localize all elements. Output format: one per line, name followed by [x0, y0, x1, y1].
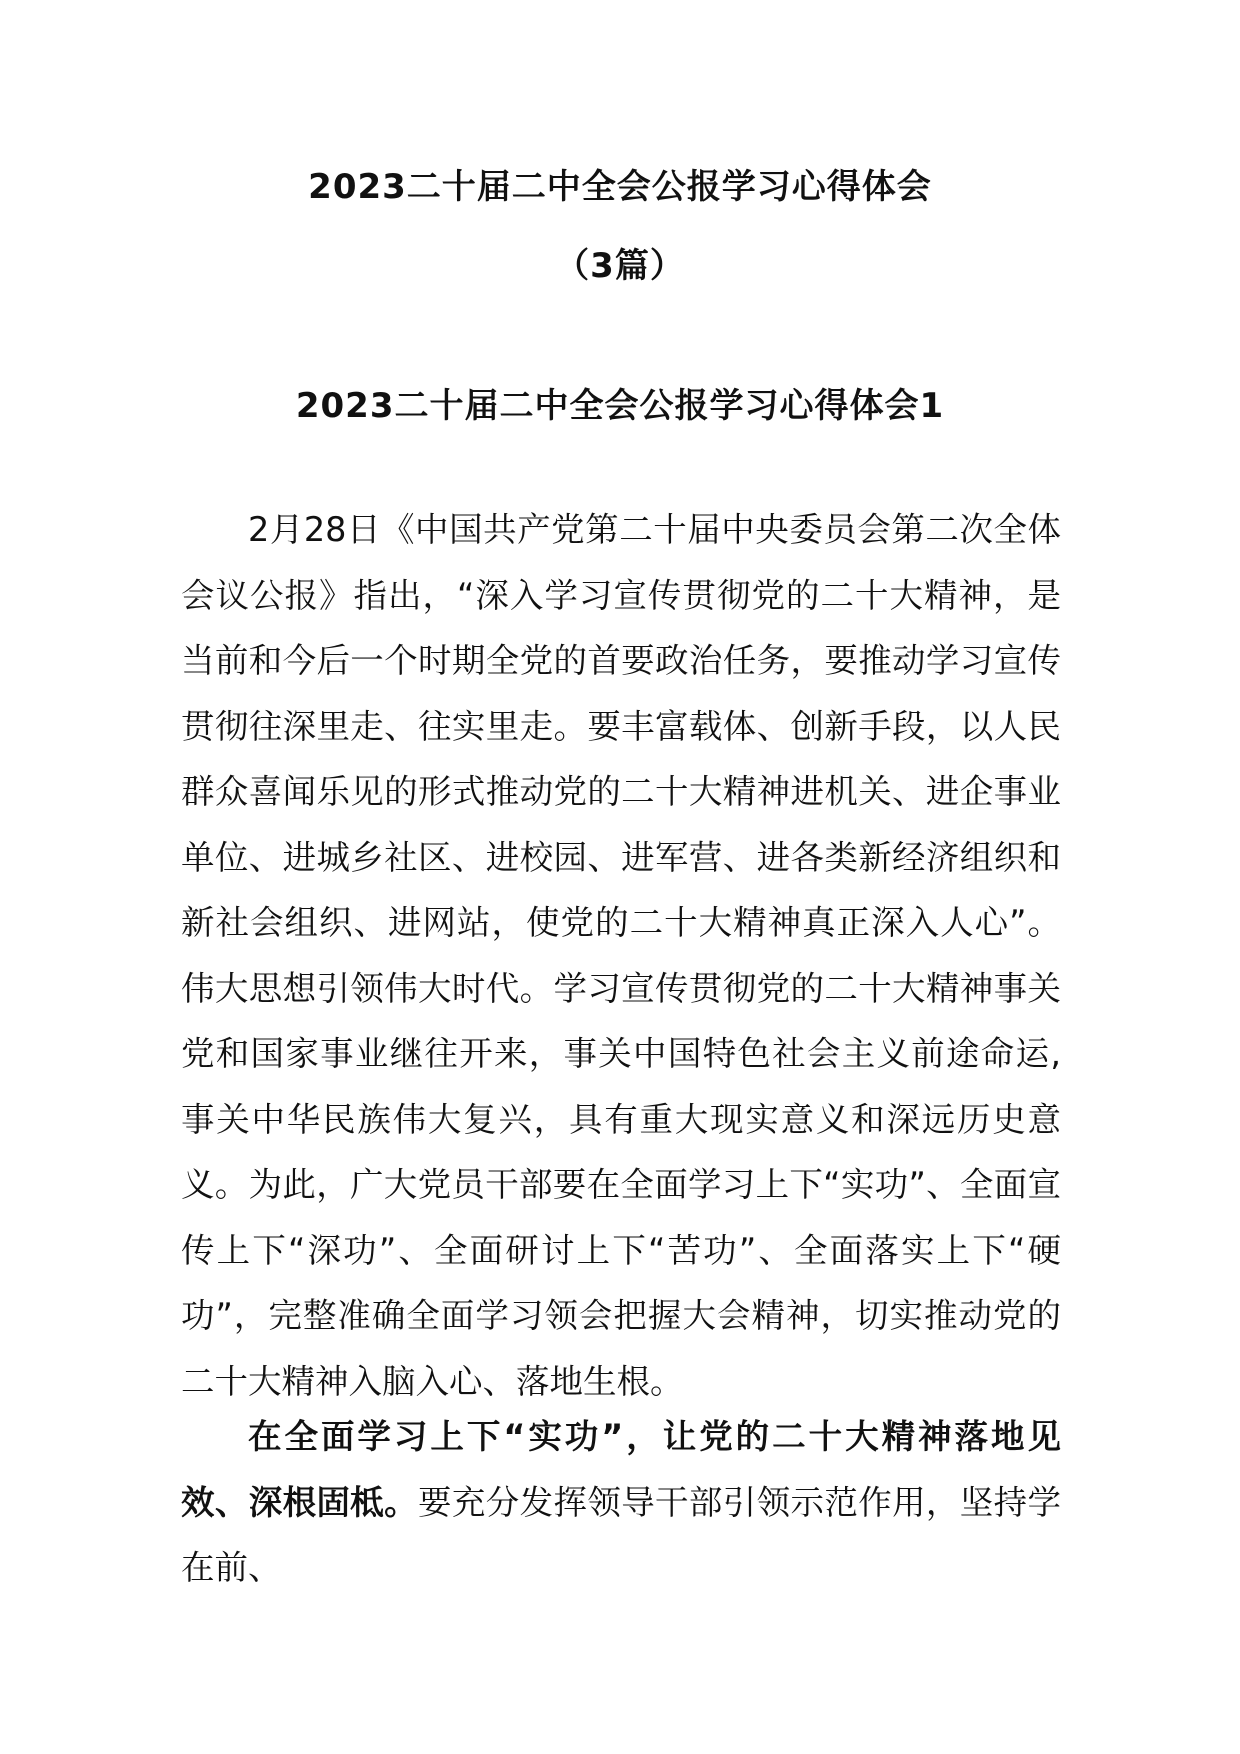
document-subtitle: （3篇） — [555, 246, 685, 286]
paragraph-2-text: 要充分发挥领导干部引领示范作用，坚持学在前、 — [181, 1482, 1062, 1587]
body-paragraph-1: 2月28日《中国共产党第二十届中央委员会第二次全体会议公报》指出，“深入学习宣传贯彻党的二十大精神，是当前和今后一个时期全党的首要政治任务，要推动学习宣传贯彻往深里走、往实里走。要丰富载体、创新手段，以人民群众喜闻乐见的形式推动党的二十大精神进机关、进企事业单位、进城乡社区、进校园、进军营、进各类新经济组织和新社会组织、进网站，使党的二十大精神真正深入人心”。伟大思想引领伟大时代。学习宣传贯彻党的二十大精神事关党和国家事业继往开来，事关中国特色社会主义前途命运,事关中华民族伟大复兴，具有重大现实意义和深远历史意义。为此，广大党员干部要在全面学习上下“实功”、全面宣传上下“深功”、全面研讨上下“苦功”、全面落实上下“硬功”，完整准确全面学习领会把握大会精神，切实推动党的二十大精神入脑入心、落地生根。 — [181, 510, 1061, 1401]
section-title: 2023二十届二中全会公报学习心得体会1 — [295, 386, 945, 426]
document-title: 2023二十届二中全会公报学习心得体会 — [308, 167, 932, 207]
paragraph-2-lead: 在全面学习上下“实功”，让党的二十大精神落地见效、深根固柢。 — [181, 1417, 1061, 1522]
body-paragraph-2 — [181, 1404, 1061, 1601]
